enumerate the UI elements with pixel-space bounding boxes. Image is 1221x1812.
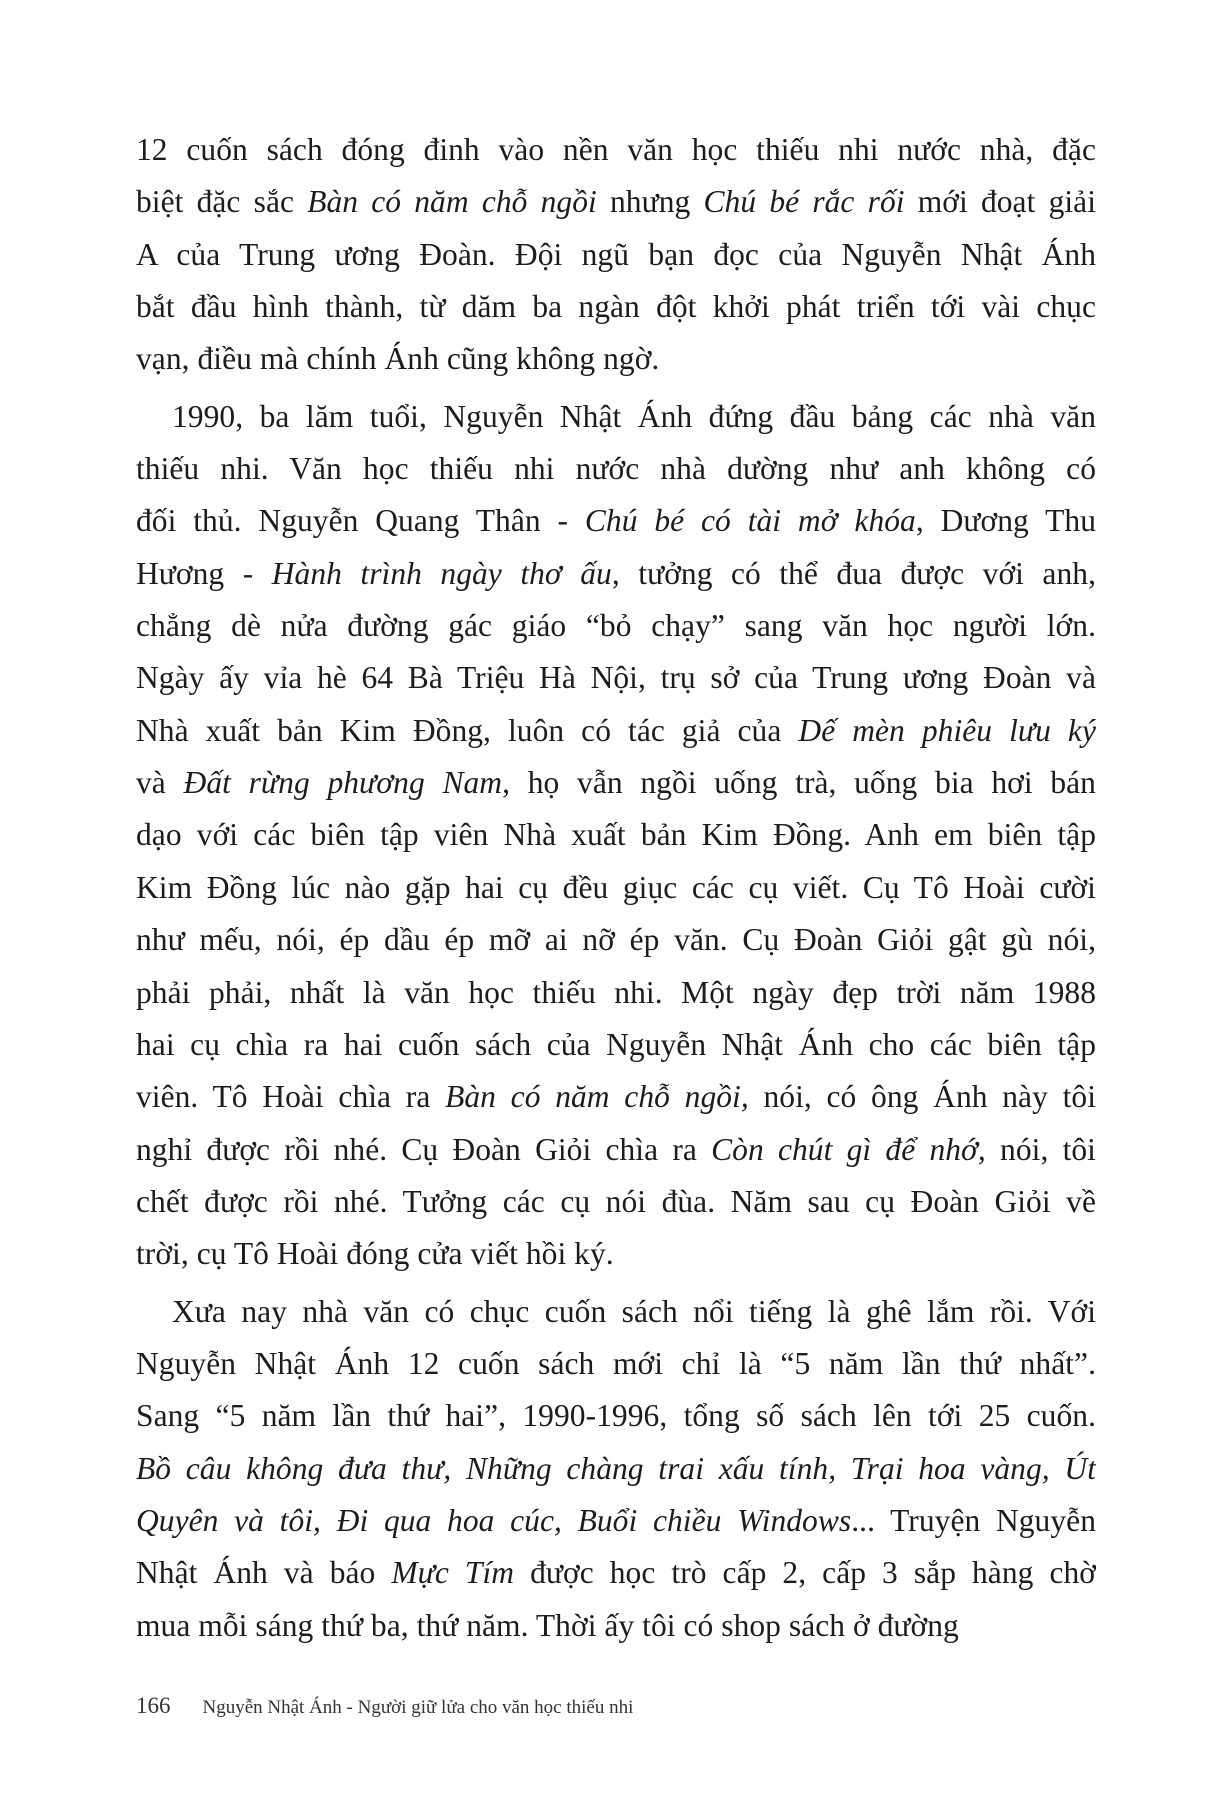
text-run: Sang “5 năm lần thứ hai”, 1990-1996, tổng số sách lên tới 25 cuốn. [136,1398,1096,1434]
text-run: Xưa nay nhà văn có chục cuốn sách nổi tiếng là ghê lắm rồi. Với [172,1293,1096,1329]
text-run: biệt đặc sắc [136,184,308,220]
text-run: được học trò cấp 2, cấp 3 sắp hàng chờ [514,1555,1096,1591]
text-run: mua mỗi sáng thứ ba, thứ năm. Thời ấy tôi có shop sách ở đường [136,1607,959,1643]
italic-title: Mực Tím [391,1555,515,1591]
text-run: Nguyễn Nhật Ánh 12 cuốn sách mới chỉ là “5 năm lần thứ nhất”. [136,1345,1096,1381]
text-run: 1990, ba lăm tuổi, Nguyễn Nhật Ánh đứng đầu bảng các nhà văn [172,398,1096,434]
text-line [136,124,1096,176]
text-run: và [136,765,184,801]
text-line [136,281,1096,333]
text-run: A của Trung ương Đoàn. Đội ngũ bạn đọc của Nguyễn Nhật Ánh [136,236,1096,272]
text-run: viên. Tô Hoài chìa ra [136,1079,446,1115]
text-line [136,1547,1096,1599]
text-line [136,1390,1096,1442]
text-line [136,495,1096,547]
text-run: Kim Đồng lúc nào gặp hai cụ đều giục các cụ viết. Cụ Tô Hoài cười [136,869,1096,905]
text-line [136,1443,1096,1495]
text-line [136,1495,1096,1547]
text-line [136,176,1096,228]
text-run: đối thủ. Nguyễn Quang Thân - [136,503,585,539]
paragraph [136,124,1096,386]
paragraph [136,391,1096,1281]
text-run: nghỉ được rồi nhé. Cụ Đoàn Giỏi chìa ra [136,1131,712,1167]
text-run: mới đoạt giải [904,184,1096,220]
text-line [136,333,1096,385]
text-line [136,600,1096,652]
text-run: như mếu, nói, ép dầu ép mỡ ai nỡ ép văn. Cụ Đoàn Giỏi gật gù nói, [136,922,1096,958]
text-line [136,1286,1096,1338]
page-footer [136,1693,1096,1729]
text-run: , họ vẫn ngồi uống trà, uống bia hơi bán [502,765,1096,801]
italic-title: Còn chút gì để nhớ, [711,1131,986,1167]
paragraph [136,1286,1096,1652]
text-line [136,1176,1096,1228]
italic-title: Bàn có năm chỗ ngồi [307,184,597,220]
text-run: nhưng [596,184,704,220]
text-run: nói, tôi [985,1131,1096,1167]
text-run: trời, cụ Tô Hoài đóng cửa viết hồi ký. [136,1236,614,1272]
italic-title: Hành trình ngày thơ ấu [271,555,612,591]
text-run: vạn, điều mà chính Ánh cũng không ngờ. [136,341,660,377]
italic-title: Chú bé rắc rối [703,184,905,220]
text-line [136,1600,1096,1652]
text-run: , tưởng có thể đua được với anh, [611,555,1096,591]
text-line [136,1071,1096,1123]
body-text [136,124,1096,1652]
italic-title: Đất rừng phương Nam [183,765,503,801]
text-line [136,229,1096,281]
text-line [136,548,1096,600]
text-line [136,1338,1096,1390]
text-line [136,1228,1096,1280]
text-line [136,914,1096,966]
text-run: dạo với các biên tập viên Nhà xuất bản Kim Đồng. Anh em biên tập [136,817,1096,853]
text-line [136,443,1096,495]
italic-title: Dế mèn phiêu lưu ký [798,712,1096,748]
text-run: bắt đầu hình thành, từ dăm ba ngàn đột khởi phát triển tới vài chục [136,289,1096,325]
text-run: thiếu nhi. Văn học thiếu nhi nước nhà dường như anh không có [136,451,1096,487]
text-line [136,757,1096,809]
running-title: Nguyễn Nhật Ánh - Người giữ lửa cho văn học thiếu nhi [202,1697,634,1718]
text-run: chết được rồi nhé. Tưởng các cụ nói đùa. Năm sau cụ Đoàn Giỏi về [136,1183,1096,1219]
text-run: Ngày ấy vỉa hè 64 Bà Triệu Hà Nội, trụ sở của Trung ương Đoàn và [136,660,1096,696]
text-run: Hương - [136,555,272,591]
text-run: Nhật Ánh và báo [136,1555,392,1591]
italic-title: Chú bé có tài mở khóa [584,503,916,539]
italic-title: Bồ câu không đưa thư, Những chàng trai xấu tính, Trại hoa vàng, Út [136,1450,1096,1486]
text-run: hai cụ chìa ra hai cuốn sách của Nguyễn Nhật Ánh cho các biên tập [136,1026,1096,1062]
text-line [136,809,1096,861]
text-line [136,1019,1096,1071]
text-line [136,652,1096,704]
text-line [136,967,1096,1019]
text-line [136,862,1096,914]
text-run: ... Truyện Nguyễn [851,1502,1096,1538]
text-line [136,1124,1096,1176]
text-run: , Dương Thu [915,503,1096,539]
text-run: chẳng dè nửa đường gác giáo “bỏ chạy” sang văn học người lớn. [136,608,1096,644]
text-line [136,705,1096,757]
italic-title: Bàn có năm chỗ ngồi, [445,1079,749,1115]
italic-title: Quyên và tôi, Đi qua hoa cúc, Buổi chiều Windows [136,1502,852,1538]
text-run: 12 cuốn sách đóng đinh vào nền văn học thiếu nhi nước nhà, đặc [136,132,1096,167]
text-run: nói, có ông Ánh này tôi [748,1079,1096,1115]
text-run: Nhà xuất bản Kim Đồng, luôn có tác giả của [136,712,799,748]
text-run: phải phải, nhất là văn học thiếu nhi. Một ngày đẹp trời năm 1988 [136,974,1096,1010]
text-line [136,391,1096,443]
page-number: 166 [136,1693,171,1718]
